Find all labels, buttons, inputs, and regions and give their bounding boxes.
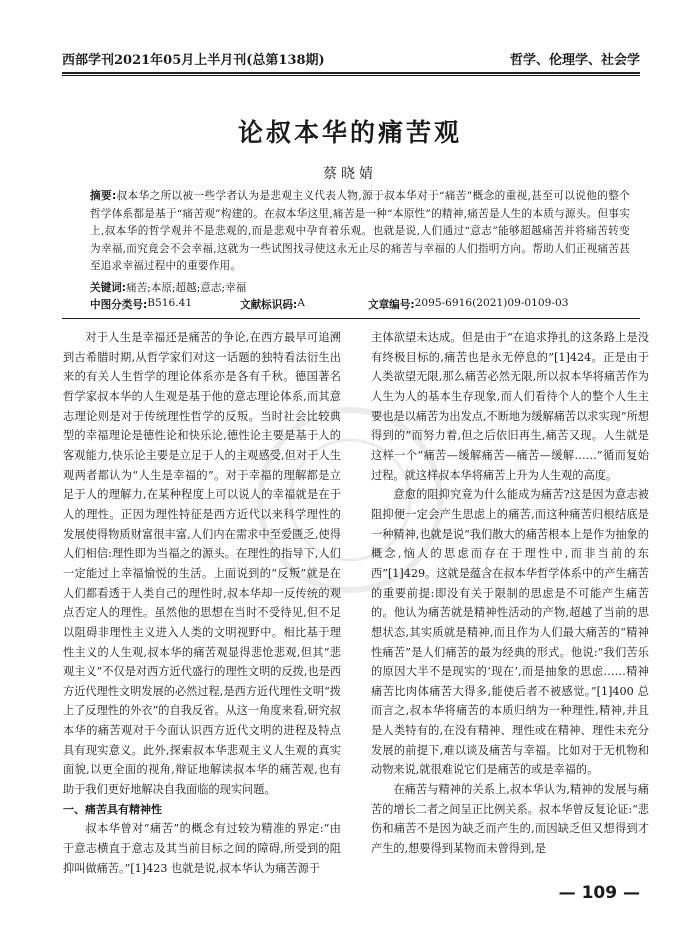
keywords-label: 关键词: [90,282,127,294]
article-number-label: 文章编号: [368,299,415,311]
article-author: 蔡晓婧 [323,166,377,182]
abstract-label: 摘要: [90,190,117,202]
page-number: — 109 — [558,883,640,903]
right-column [371,328,649,859]
header-rule-thin [62,75,640,76]
left-column [63,328,341,878]
article-number-block [368,297,569,312]
body-paragraph: 在痛苦与精神的关系上,叔本华认为,精神的发展与痛苦的增长二者之间呈正比例关系。叔本华曾反复论证:“悲伤和痛苦不是因为缺乏而产生的,而因缺乏但又想得到才产生的,想要得到某物而未曾得到,是 [371,783,649,856]
keywords-text: 痛苦;本原;超越;意志;幸福 [126,282,247,294]
clc-number: B516.41 [147,297,193,309]
body-paragraph: 对于人生是幸福还是痛苦的争论,在西方最早可追溯到古希腊时期,从哲学家们对这一话题的独特看法衍生出来的有关人生哲学的理论体系亦是各有千秋。德国著名哲学家叔本华的人生观是基于他的意志理论体系,而其意志理论则是对于传统理性哲学的反叛。当时社会比较典型的幸福理论是德性论和快乐论,德性论主要是基于人的客观能力,快乐论主要是立足于人的主观感受,但对于人生观两者都认为“人生是幸福的”。对于幸福的理解都是立足于人的理解力,在某种程度上可以说人的幸福就是在于人的理性。正因为理性特征是西方近代以来科学理性的发展使得物质财富很丰富,人们内在需求中至爱匮乏,使得人们相信:理性即为当福之的源头。在理性的指导下,人们一定能过上幸福愉悦的生活。上面说到的“反叛”就是在人们都看透于人类自己的理性时,叔本华却一反传统的观点否定人的理性。虽然他的思想在当时不受待见,但不足以阻碍非理性主义进入人类的文明视野中。相比基于理性主义的人生观,叔本华的痛苦观显得悲怆悲观,但其“悲观主义”不仅是对西方近代盛行的理性文明的反拨,也是西方近代理性文明发展的必然过程,是西方近代理性文明“拨上了反理性的外衣”的自我反省。从这一角度来看,研究叔本华的痛苦观对于今面认识西方近代文明的进程及特点具有现实意义。此外,探索叔本华悲观主义人生观的真实面貌,以更全面的视角,辩证地解读叔本华的痛苦观,也有助于我们更好地解决自我面临的现实问题。 [63,331,341,797]
doc-code: A [297,297,305,309]
section-running-head: 哲学、伦理学、社会学 [509,53,640,68]
meta-rule [62,318,640,319]
journal-running-head: 西部学刊2021年05月上半月刊(总第138期) [62,53,325,68]
body-paragraph: 主体欲望未达成。但是由于“在追求挣扎的这条路上是没有终极目标的,痛苦也是永无停息的”[1]424。正是由于人类欲望无限,那么痛苦必然无限,所以叔本华将痛苦作为人生为人的基本生存现象,而人们看待个人的整个人生主要也是以痛苦为出发点,不断地为缓解痛苦以求实现“所想得到的”而努力着,但之后依旧再生,痛苦又现。人生就是这样一个“痛苦—缓解痛苦—痛苦—缓解……”循而复始过程。就这样叔本华将痛苦上升为人生观的高度。 [371,331,649,482]
keywords [90,280,630,295]
section-heading: 一、痛苦具有精神性 [63,802,162,816]
body-paragraph: 意愈的阻抑究竟为什么能成为痛苦?这是因为意志被阻抑便一定会产生思虑上的痛苦,而这种痛苦归根结底是一种精神,也就是说“我们散大的痛苦根本上是作为抽象的概念,恼人的思虑而存在于理性中,而非当前的东西”[1]429。这就是蕴含在叔本华哲学体系中的产生痛苦的重要前提:即没有关于限制的思虑是不可能产生痛苦的。他认为痛苦就是精神性活动的产物,超越了当前的思想状态,其实质就是精神,而且作为人们最大痛苦的“精神性痛苦”是人们痛苦的最为经典的形式。他说:“我们苦乐的原因大半不是现实的‘现在’,而是抽象的思虑……精神痛苦比肉体痛苦大得多,能使后者不被感觉。”[1]400 总而言之,叔本华将痛苦的本质归纳为一种理性,精神,并且是人类特有的,在没有精神、理性或在精神、理性未充分发展的前提下,难以谈及痛苦与幸福。比如对于无机物和动物来说,就很难说它们是痛苦的或是幸福的。 [371,488,649,777]
article-number: 2095-6916(2021)09-0109-03 [414,297,569,309]
doc-code-block [240,297,305,312]
abstract [90,188,630,276]
article-title: 论叔本华的痛苦观 [237,118,462,147]
doc-code-label: 文献标识码: [240,299,298,311]
header-rule [62,72,640,74]
clc-label: 中图分类号: [90,299,148,311]
clc-block [90,297,193,312]
abstract-text: 叔本华之所以被一些学者认为是悲观主义代表人物,源于叔本华对于“痛苦”概念的重视,甚至可以说他的整个哲学体系都是基于“痛苦观”构建的。在叔本华这里,痛苦是一种“本原性”的精神,痛苦是人生的本质与源头。但事实上,叔本华的哲学观并不是悲观的,而是悲观中孕育着乐观。也就是说,人们通过“意志”能够超越痛苦并将痛苦转变为幸福,而究竟会不会幸福,这就为一些试图找寻使这永无止尽的痛苦与幸福的人们指明方向。帮助人们正视痛苦甚至追求幸福过程中的重要作用。 [90,190,630,273]
body-paragraph: 叔本华曾对“痛苦”的概念有过较为精准的界定:“由于意志横直于意志及其当前目标之间的障碍,所受到的阻抑叫做痛苦。”[1]423 也就是说,叔本华认为痛苦源于 [63,822,341,875]
